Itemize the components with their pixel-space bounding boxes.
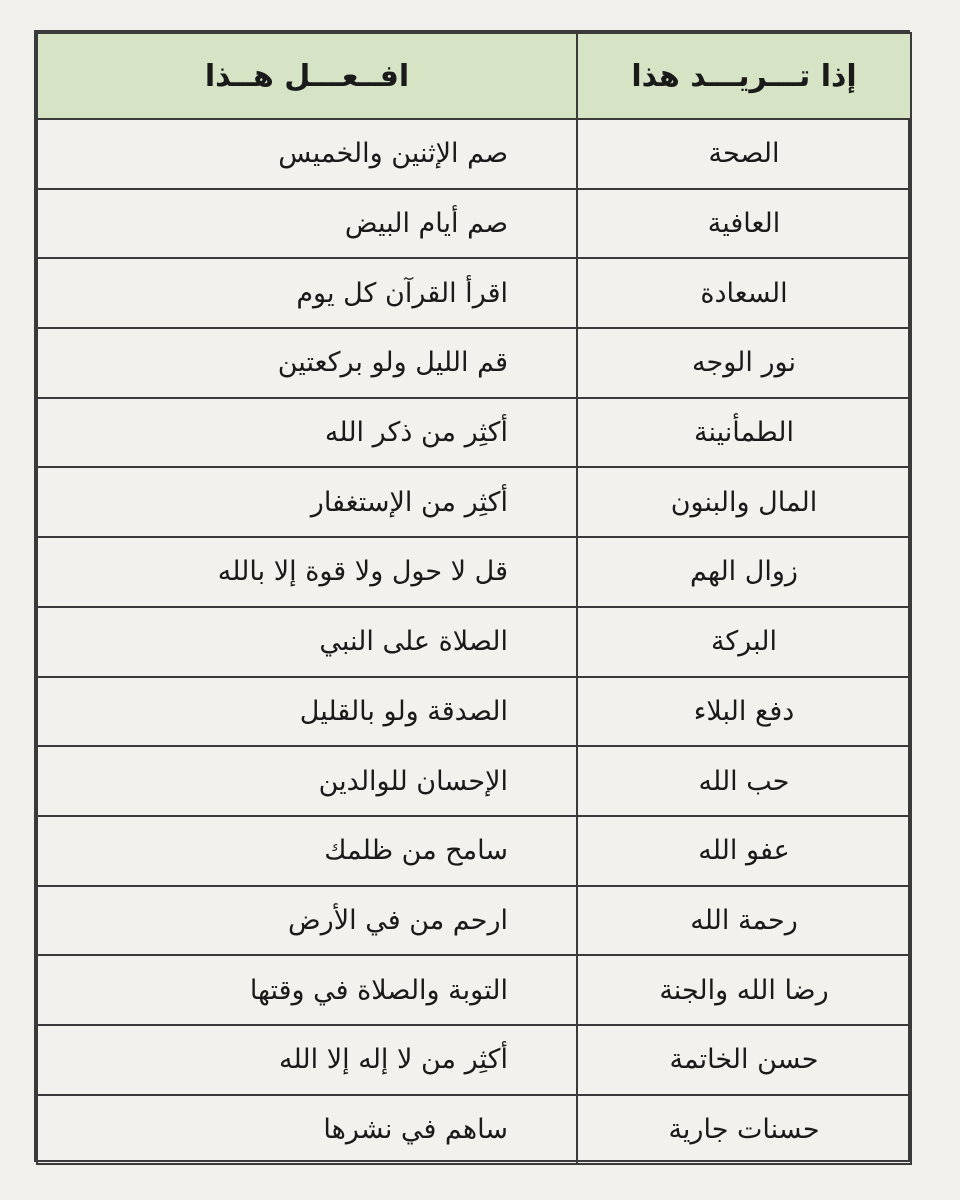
do-cell: قل لا حول ولا قوة إلا بالله <box>37 537 577 607</box>
want-cell: الصحة <box>577 119 911 189</box>
advice-table <box>36 32 912 1165</box>
want-cell: السعادة <box>577 258 911 328</box>
want-cell: العافية <box>577 189 911 259</box>
table-row <box>37 189 911 259</box>
want-cell: رضا الله والجنة <box>577 955 911 1025</box>
do-cell: الصلاة على النبي <box>37 607 577 677</box>
want-cell: دفع البلاء <box>577 677 911 747</box>
want-cell: حب الله <box>577 746 911 816</box>
table-row <box>37 1025 911 1095</box>
table-row <box>37 328 911 398</box>
want-cell: رحمة الله <box>577 886 911 956</box>
do-cell: صم أيام البيض <box>37 189 577 259</box>
do-cell: الصدقة ولو بالقليل <box>37 677 577 747</box>
want-cell: حسنات جارية <box>577 1095 911 1165</box>
table-row <box>37 537 911 607</box>
want-cell: نور الوجه <box>577 328 911 398</box>
want-cell: الطمأنينة <box>577 398 911 468</box>
do-cell: ارحم من في الأرض <box>37 886 577 956</box>
table-row <box>37 1095 911 1165</box>
table-header-row <box>37 33 911 119</box>
table-row <box>37 955 911 1025</box>
table-row <box>37 607 911 677</box>
do-cell: أكثِر من ذكر الله <box>37 398 577 468</box>
do-cell: سامح من ظلمك <box>37 816 577 886</box>
do-cell: أكثِر من لا إله إلا الله <box>37 1025 577 1095</box>
table-row <box>37 816 911 886</box>
table-row <box>37 467 911 537</box>
table-row <box>37 886 911 956</box>
table-row <box>37 258 911 328</box>
header-want: إذا تـــريـــد هذا <box>577 33 911 119</box>
table-row <box>37 398 911 468</box>
do-cell: الإحسان للوالدين <box>37 746 577 816</box>
do-cell: ساهم في نشرها <box>37 1095 577 1165</box>
do-cell: قم الليل ولو بركعتين <box>37 328 577 398</box>
want-cell: عفو الله <box>577 816 911 886</box>
want-cell: حسن الخاتمة <box>577 1025 911 1095</box>
want-cell: زوال الهم <box>577 537 911 607</box>
table-row <box>37 119 911 189</box>
want-cell: البركة <box>577 607 911 677</box>
do-cell: أكثِر من الإستغفار <box>37 467 577 537</box>
do-cell: صم الإثنين والخميس <box>37 119 577 189</box>
table-row <box>37 677 911 747</box>
header-do: افــعـــل هــذا <box>37 33 577 119</box>
do-cell: اقرأ القرآن كل يوم <box>37 258 577 328</box>
do-cell: التوبة والصلاة في وقتها <box>37 955 577 1025</box>
want-cell: المال والبنون <box>577 467 911 537</box>
table-row <box>37 746 911 816</box>
advice-table-frame <box>34 30 910 1162</box>
